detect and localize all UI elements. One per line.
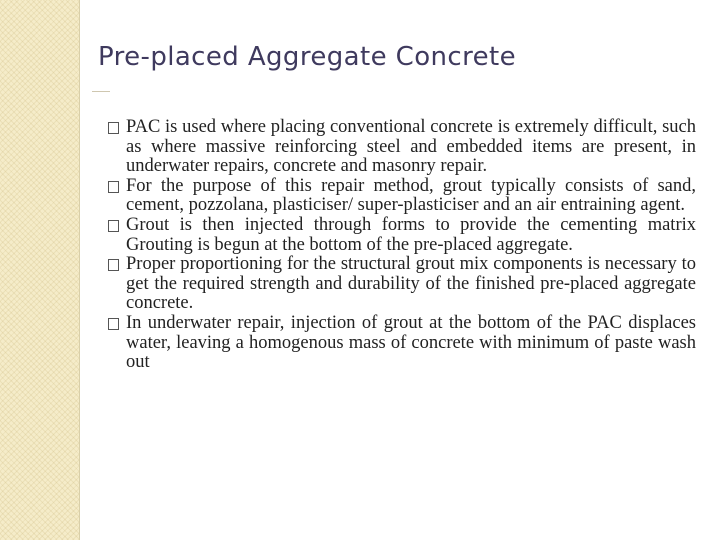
bullet-text: For the purpose of this repair method, grout typically consists of sand, cement, pozzolana, plasticiser/ super-plasticiser and an air entraining agent. [126, 175, 696, 216]
bullet-list [108, 118, 696, 373]
bullet-text: PAC is used where placing conventional concrete is extremely difficult, such as where massive reinforcing steel and embedded items are present, in underwater repairs, concrete and masonry repair. [126, 117, 696, 177]
square-bullet-icon [108, 259, 119, 271]
square-bullet-icon [108, 181, 119, 193]
bullet-item [108, 177, 696, 216]
bullet-item [108, 118, 696, 177]
bullet-text: Proper proportioning for the structural grout mix components is necessary to get the required strength and durability of the finished pre-placed aggregate concrete. [126, 254, 696, 314]
side-divider [79, 0, 80, 540]
bullet-item [108, 255, 696, 314]
square-bullet-icon [108, 220, 119, 232]
square-bullet-icon [108, 318, 119, 330]
decorative-side-band [0, 0, 79, 540]
title-underline [92, 91, 110, 92]
bullet-text: In underwater repair, injection of grout at the bottom of the PAC displaces water, leaving a homogenous mass of concrete with minimum of paste wash out [126, 312, 696, 373]
bullet-item [108, 314, 696, 373]
bullet-item [108, 216, 696, 255]
square-bullet-icon [108, 122, 119, 134]
slide-title: Pre-placed Aggregate Concrete [98, 42, 516, 72]
bullet-text: Grout is then injected through forms to provide the cementing matrix Grouting is begun at the bottom of the pre-placed aggregate. [126, 214, 696, 255]
